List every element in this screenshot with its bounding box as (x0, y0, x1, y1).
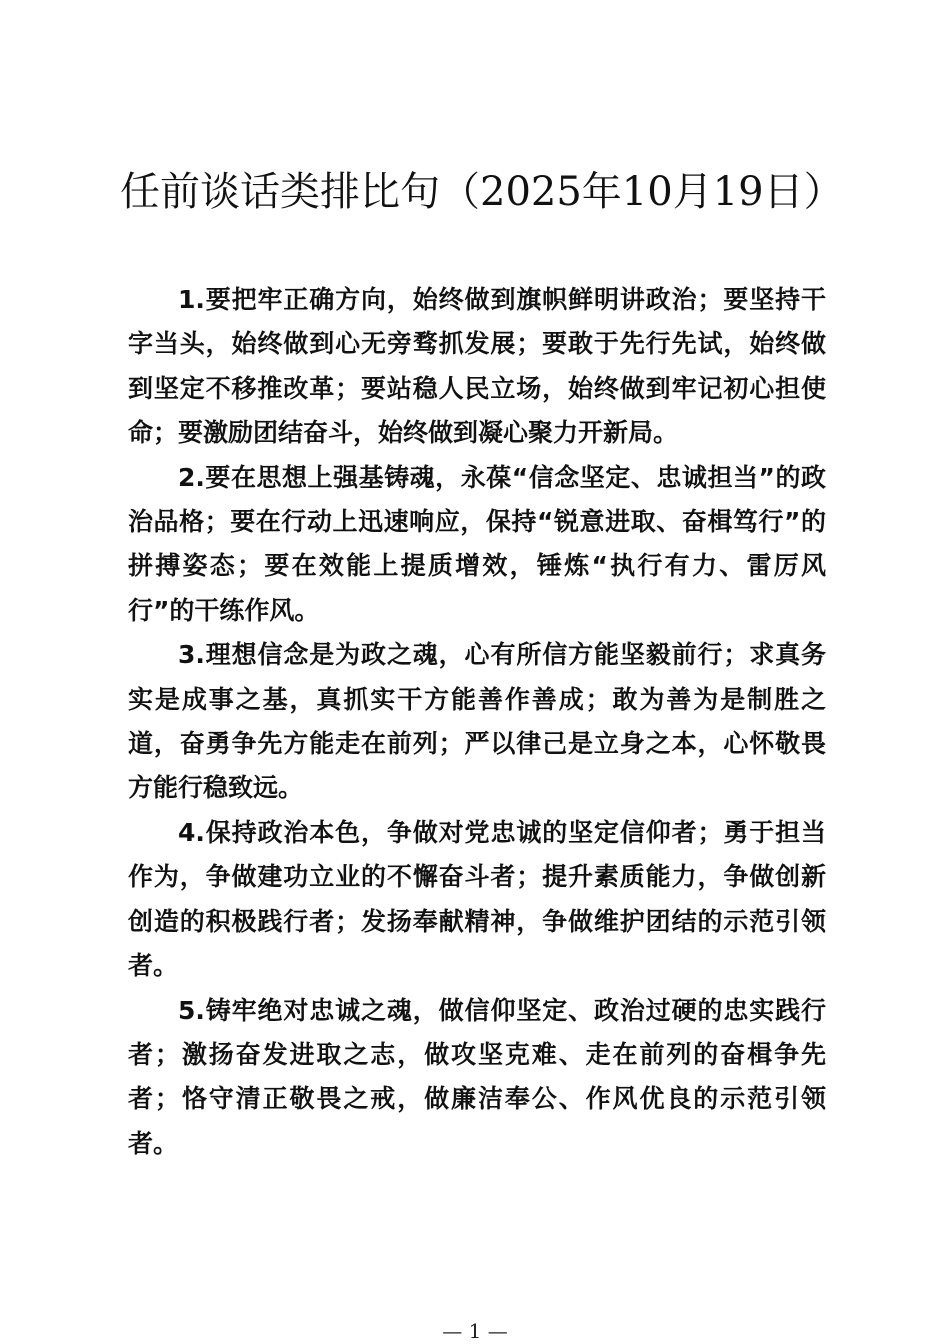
paragraph-2: 2.要在思想上强基铸魂，永葆“信念坚定、忠诚担当”的政治品格；要在行动上迅速响应，保持“锐意进取、奋楫笃行”的拼搏姿态；要在效能上提质增效，锤炼“执行有力、雷厉风行”的干练作风。 (128, 462, 826, 625)
document-title: 任前谈话类排比句（2025年10月19日） (120, 169, 844, 215)
paragraph-4: 4.保持政治本色，争做对党忠诚的坚定信仰者；勇于担当作为，争做建功立业的不懈奋斗者；提升素质能力，争做创新创造的积极践行者；发扬奉献精神，争做维护团结的示范引领者。 (128, 817, 826, 981)
document-body (128, 278, 826, 1166)
paragraph-3: 3.理想信念是为政之魂，心有所信方能坚毅前行；求真务实是成事之基，真抓实干方能善作善成；敢为善为是制胜之道，奋勇争先方能走在前列；严以律己是立身之本，心怀敬畏方能行稳致远。 (128, 640, 826, 803)
page-number: — 1 — (442, 1319, 508, 1343)
paragraph-5: 5.铸牢绝对忠诚之魂，做信仰坚定、政治过硬的忠实践行者；激扬奋发进取之志，做攻坚克难、走在前列的奋楫争先者；恪守清正敬畏之戒，做廉洁奉公、作风优良的示范引领者。 (128, 995, 826, 1158)
paragraph-1: 1.要把牢正确方向，始终做到旗帜鲜明讲政治；要坚持干字当头，始终做到心无旁骛抓发展；要敢于先行先试，始终做到坚定不移推改革；要站稳人民立场，始终做到牢记初心担使命；要激励团结奋斗，始终做到凝心聚力开新局。 (128, 285, 826, 448)
